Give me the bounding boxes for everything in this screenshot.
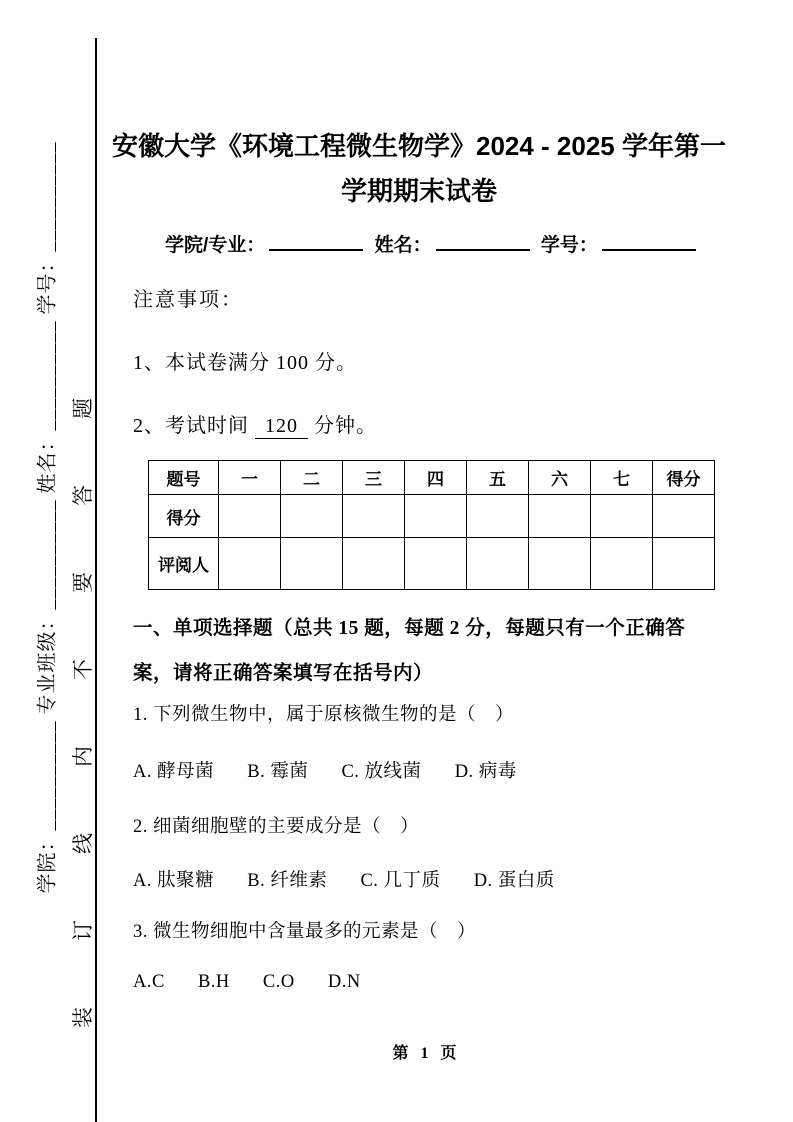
question-3-option-b: B.H (197, 972, 230, 992)
notice-item-1: 1、本试卷满分 100 分。 (133, 352, 357, 374)
exam-title-line1: 安徽大学《环境工程微生物学》2024 - 2025 学年第一 (111, 131, 726, 161)
section1-heading: 一、单项选择题（总共 15 题，每题 2 分，每题只有一个正确答案，请将正确答案填写在括号内） (133, 618, 686, 684)
score-table-header-cell: 二 (281, 461, 343, 495)
score-cell (405, 495, 467, 538)
score-cell (343, 495, 405, 538)
exam-title-line2: 学期期末试卷 (340, 176, 497, 206)
score-table-header-cell: 四 (405, 461, 467, 495)
reviewer-cell (405, 538, 467, 590)
question-3-option-a: A.C (133, 972, 165, 992)
exam-duration-suffix: 分钟。 (314, 415, 377, 437)
question-2-option-b: B. 纤维素 (247, 871, 328, 891)
score-cell (653, 495, 715, 538)
notice-item-2 (133, 409, 377, 438)
question-3-options (133, 972, 389, 993)
reviewer-cell (529, 538, 591, 590)
score-table-header-cell: 五 (467, 461, 529, 495)
question-3-option-c: C.O (262, 972, 295, 992)
student-id-blank (602, 232, 696, 251)
score-table-reviewer-row (149, 538, 715, 590)
score-row-label: 得分 (149, 495, 219, 538)
score-table-header-cell: 得分 (653, 461, 715, 495)
student-info-row (165, 230, 702, 257)
score-cell (467, 495, 529, 538)
score-table-header-cell: 题号 (149, 461, 219, 495)
reviewer-cell (281, 538, 343, 590)
score-table-score-row (149, 495, 715, 538)
score-table-header-row (149, 461, 715, 495)
question-1-option-b: B. 霉菌 (247, 762, 309, 782)
question-1-options (133, 757, 545, 783)
question-2-option-d: D. 蛋白质 (473, 871, 555, 891)
name-blank (436, 232, 530, 251)
reviewer-cell (467, 538, 529, 590)
binding-line-notice-text: 装订线内不要答题 (71, 332, 95, 1028)
notice-heading: 注意事项： (133, 289, 243, 311)
question-2-options (133, 866, 583, 892)
score-table-header-cell: 三 (343, 461, 405, 495)
question-3-option-d: D.N (327, 972, 361, 992)
question-2-option-a: A. 肽聚糖 (133, 871, 215, 891)
question-1-stem: 1. 下列微生物中，属于原核微生物的是（ ） (133, 705, 515, 725)
score-cell (281, 495, 343, 538)
exam-duration-value: 120 (255, 415, 308, 439)
reviewer-cell (343, 538, 405, 590)
question-2-option-c: C. 几丁质 (360, 871, 441, 891)
college-major-label: 学院/专业： (165, 235, 266, 256)
reviewer-row-label: 评阅人 (149, 538, 219, 590)
question-1-option-c: C. 放线菌 (341, 762, 422, 782)
score-table-header-cell: 七 (591, 461, 653, 495)
reviewer-cell (653, 538, 715, 590)
question-1-option-d: D. 病毒 (454, 762, 517, 782)
score-table-header-cell: 一 (219, 461, 281, 495)
sidebar-student-fields-text: 学院：__________ 专业班级：__________ 姓名：__________ 学号：__________ (36, 141, 59, 893)
score-table (148, 460, 715, 590)
question-3-stem: 3. 微生物细胞中含量最多的元素是（ ） (133, 922, 477, 942)
score-cell (591, 495, 653, 538)
question-2-stem: 2. 细菌细胞壁的主要成分是（ ） (133, 817, 420, 837)
score-cell (529, 495, 591, 538)
name-label: 姓名： (374, 235, 432, 256)
reviewer-cell (219, 538, 281, 590)
student-id-label: 学号： (540, 235, 598, 256)
reviewer-cell (591, 538, 653, 590)
score-table-header-cell: 六 (529, 461, 591, 495)
exam-title (45, 124, 793, 214)
score-cell (219, 495, 281, 538)
page-number: 第 1 页 (392, 1045, 461, 1062)
exam-duration-prefix: 2、考试时间 (133, 415, 249, 437)
question-1-option-a: A. 酵母菌 (133, 762, 215, 782)
college-major-blank (269, 232, 363, 251)
